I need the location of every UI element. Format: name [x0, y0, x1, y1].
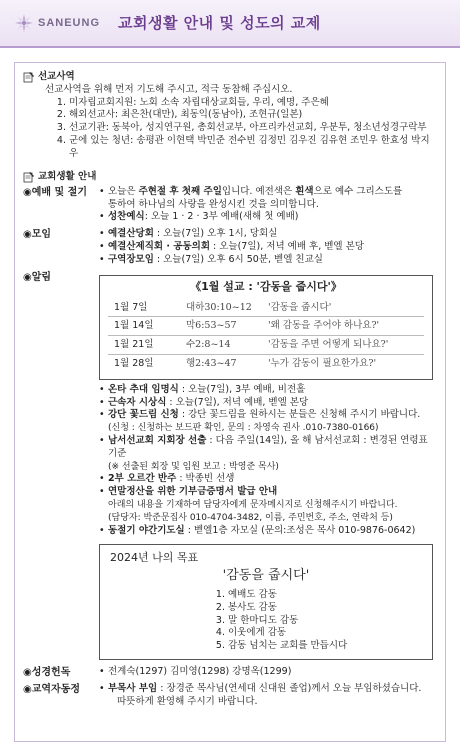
list-item: • 오늘은 주현절 후 첫째 주일입니다. 예전색은 흰색으로 예수 그리스도를 통하여 하나님의 사랑을 완성시킨 것을 의미합니다. [99, 185, 403, 210]
list-item: 5. 감동 넘치는 교회를 만듭시다 [228, 640, 422, 653]
bible-label: ◉성경헌독 [23, 666, 71, 678]
list-item: • 부목사 부임 : 장경준 목사님(연세대 신대원 졸업)께서 오늘 부임하셨습니다. 따뜻하게 환영해 주시기 바랍니다. [99, 683, 422, 708]
goal-box [99, 544, 433, 660]
staff-news-row [23, 683, 439, 709]
missions-section [23, 71, 433, 161]
meeting-label: ◉모임 [23, 229, 52, 241]
sermon-schedule-box [99, 275, 433, 380]
page-title: 교회생활 안내 및 성도의 교제 [118, 14, 321, 32]
pen-paper-icon [23, 71, 35, 83]
list-item: 1. 미자립교회지원: 노회 소속 자립대상교회들, 우리, 예명, 주은혜 [69, 97, 433, 110]
goal-motto: '감동을 줍시다' [222, 568, 310, 584]
list-item: • 근속자 시상식 : 오늘(7일), 저녁 예배, 벧엘 본당 [99, 396, 309, 408]
list-item: 2. 봉사도 감동 [228, 602, 422, 615]
table-row: 1월 14일 막6:53~57 '왜 감동을 주어야 하나요?' [108, 317, 424, 336]
church-life-heading: 교회생활 안내 [23, 171, 439, 184]
content-frame [14, 62, 446, 742]
missions-list [23, 97, 433, 161]
sermon-schedule-title: 《1월 설교 : '감동을 줍시다'》 [190, 279, 342, 293]
missions-intro: 선교사역을 위해 먼저 기도해 주시고, 적극 동참해 주십시오. [45, 83, 293, 95]
missions-heading: 선교사역 [23, 71, 433, 84]
list-item: • 전계숙(1297) 김미영(1298) 강명옥(1299) [99, 665, 292, 677]
bible-row [23, 666, 439, 680]
page-header [0, 0, 460, 48]
table-row: 1월 7일 대하30:10~12 '감동을 줍시다' [108, 299, 424, 318]
list-item: 3. 선교기관: 동북아, 성지연구원, 총회선교부, 아프리카선교회, 우분투, 청소년성경구락부 [69, 122, 433, 135]
list-item: 4. 이웃에게 감동 [228, 627, 422, 640]
logo [14, 13, 100, 33]
goal-list [110, 589, 422, 653]
notice-label: ◉알림 [23, 271, 52, 283]
list-item: 4. 군에 있는 청년: 송평관 이현택 박민준 전수빈 김정민 김우진 김유현 조민우 한효성 박지우 [69, 135, 433, 161]
pen-paper-icon [23, 171, 35, 183]
notice-row [23, 271, 439, 666]
list-item: • 성찬예식: 오늘 1 · 2 · 3부 예배(새해 첫 예배) [99, 211, 299, 223]
list-item: 1. 예배도 감동 [228, 589, 422, 602]
table-row: 1월 21일 수2:8~14 '감동을 주면 어떻게 되나요?' [108, 336, 424, 355]
goal-heading: 2024년 나의 목표 [110, 550, 199, 564]
church-life-section [23, 171, 439, 709]
list-item: • 2부 오르간 반주 : 박종빈 선생 [99, 473, 235, 485]
list-item: 3. 말 한마디도 감동 [228, 615, 422, 628]
meeting-row [23, 228, 439, 266]
list-item: • 예결산제직회 · 공동의회 : 오늘(7일), 저녁 예배 후, 벧엘 본당 [99, 241, 364, 253]
list-item: • 동절기 야간기도실 : 벧엘1층 자모실 (문의:조성은 목사 010-9876-0642) [99, 524, 416, 536]
logo-mark-icon [14, 13, 34, 33]
list-item: 2. 해외선교사: 최은찬(대만), 최동익(동남아), 조현규(일본) [69, 109, 433, 122]
list-item: • 온타 추대 임명식 : 오늘(7일), 3부 예배, 비전홀 [99, 383, 306, 395]
list-item: • 예결산당회 : 오늘(7일) 오후 1시, 당회실 [99, 228, 278, 240]
worship-label: ◉예배 및 절기 [23, 186, 87, 198]
staff-news-label: ◉교역자동정 [23, 684, 81, 696]
list-item: • 구역장모임 : 오늘(7일) 오후 6시 50분, 벧엘 친교실 [99, 253, 323, 265]
list-item: • 연말정산을 위한 기부금증명서 발급 안내 아래의 내용을 기재하여 담당자에게 문자메시지로 신청해주시기 바랍니다. (담당자: 박준문집사 010-4704-3482, 이름, 주민번호, 주소, 연락처 등) [99, 486, 398, 523]
list-item: • 강단 꽃드림 신청 : 강단 꽃드림을 원하시는 분들은 신청해 주시기 바랍니다. (신청 : 신청하는 보드판 확인, 문의 : 차영숙 권사 .010-7380-0166) [99, 409, 421, 434]
table-row: 1월 28일 행2:43~47 '누가 감동이 필요한가요?' [114, 357, 377, 369]
logo-text: SANEUNG [38, 16, 101, 29]
worship-row [23, 186, 439, 224]
list-item: • 남서선교회 지회장 선출 : 다음 주일(14일), 올 해 남서선교회 : 변경된 연령표 기준 (※ 선출된 회장 및 임원 보고 : 박영준 목사) [99, 435, 428, 472]
